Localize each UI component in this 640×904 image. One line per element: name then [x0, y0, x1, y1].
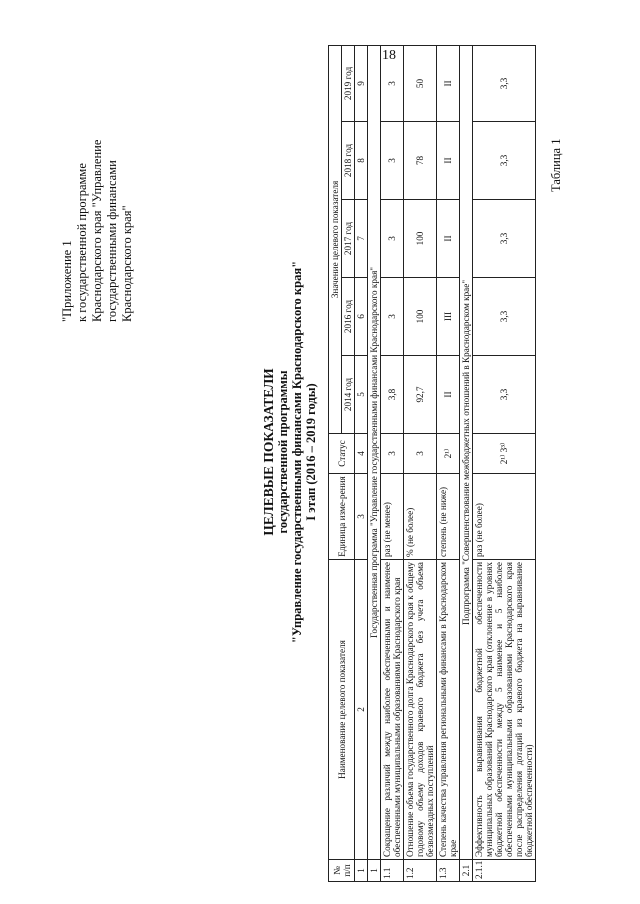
- row-value-2019: 3,3: [473, 45, 536, 121]
- row-value-2014: 3,3: [473, 356, 536, 434]
- col-number: 6: [355, 278, 368, 356]
- header-row: [329, 45, 342, 881]
- row-num: 1.1: [381, 860, 404, 882]
- row-unit: степень (не ниже): [437, 474, 460, 560]
- row-unit: % (не более): [404, 474, 437, 560]
- row-value-2016: 3,3: [473, 278, 536, 356]
- title-line-3: "Управление государственными финансами Краснодарского края": [290, 260, 304, 644]
- row-num: 1.3: [437, 860, 460, 882]
- row-value-2017: 3,3: [473, 200, 536, 278]
- title-line-4: I этап (2016 – 2019 годы): [304, 383, 318, 521]
- header-year: 2018 год: [342, 122, 355, 200]
- col-number: 5: [355, 356, 368, 434]
- row-value-2017: 3: [381, 200, 404, 278]
- table-row: [404, 45, 437, 881]
- header-year: 2017 год: [342, 200, 355, 278]
- header-year: 2014 год: [342, 356, 355, 434]
- row-status: 3: [381, 434, 404, 474]
- header-year: 2016 год: [342, 278, 355, 356]
- col-number: 3: [355, 474, 368, 560]
- row-value-2014: 92,7: [404, 356, 437, 434]
- row-indicator-name: Эффективность выравнивания бюджетной обеспеченности муниципальных образований Краснодарского края (отклонение в уровнях бюджетной обеспеченности между 5 наименее и 5 наиболее обеспеченными муниципальными образованиями Краснодарского края после распределения дотаций из краевого бюджета на выравнивание бюджетной обеспеченности): [473, 560, 536, 860]
- header-year: 2019 год: [342, 45, 355, 121]
- row-value-2018: 78: [404, 122, 437, 200]
- rotated-document-sheet: [40, 22, 600, 882]
- subprogram-title: Подпрограмма "Совершенствование межбюджетных отношений в Краснодарском крае": [460, 45, 473, 859]
- table-row: [437, 45, 460, 881]
- row-value-2018: II: [437, 122, 460, 200]
- row-value-2016: 100: [404, 278, 437, 356]
- col-number: 8: [355, 122, 368, 200]
- page-number: 18: [382, 48, 396, 63]
- row-value-2017: 100: [404, 200, 437, 278]
- row-value-2019: 50: [404, 45, 437, 121]
- row-indicator-name: Отношение объема государственного долга Краснодарского края к общему годовому объему доходов краевого бюджета без учета объема безвозмездных поступлений: [404, 560, 437, 860]
- appendix-line: "Приложение 1: [60, 240, 74, 322]
- row-value-2017: II: [437, 200, 460, 278]
- target-indicators-table: [328, 45, 536, 882]
- col-number: 4: [355, 434, 368, 474]
- row-unit: раз (не менее): [381, 474, 404, 560]
- appendix-line: к государственной программе: [75, 163, 89, 322]
- row-value-2014: 3,8: [381, 356, 404, 434]
- col-number: 9: [355, 45, 368, 121]
- table-row: [473, 45, 536, 881]
- row-status: 3: [404, 434, 437, 474]
- program-title: Государственная программа "Управление государственными финансами Краснодарского края": [368, 45, 381, 859]
- row-unit: раз (не более): [473, 474, 536, 560]
- header-unit: Единица изме-рения: [329, 474, 355, 560]
- title-line-2: государственной программы: [276, 370, 290, 534]
- header-num: № п/п: [329, 860, 355, 882]
- appendix-line: государственными финансами: [105, 160, 119, 322]
- appendix-line: Краснодарского края": [120, 205, 134, 322]
- row-indicator-name: Степень качества управления региональными финансами в Краснодарском крае: [437, 560, 460, 860]
- row-status: 2¹⁾ 3³⁾: [473, 434, 536, 474]
- row-value-2019: II: [437, 45, 460, 121]
- row-num: 2.1.1: [473, 860, 536, 882]
- program-num: 1: [368, 860, 381, 882]
- row-value-2018: 3,3: [473, 122, 536, 200]
- row-status: 2¹⁾: [437, 434, 460, 474]
- header-status: Статус: [329, 434, 355, 474]
- col-number: 2: [355, 560, 368, 860]
- col-number: 1: [355, 860, 368, 882]
- header-values-group: Значение целевого показателя: [329, 45, 342, 433]
- column-numbers-row: [355, 45, 368, 881]
- subprogram-num: 2.1: [460, 860, 473, 882]
- appendix-line: Краснодарского края "Управление: [90, 139, 104, 322]
- row-value-2019: 3: [381, 45, 404, 121]
- appendix-note: [60, 92, 135, 322]
- row-value-2016: III: [437, 278, 460, 356]
- row-value-2018: 3: [381, 122, 404, 200]
- table-label: Таблица 1: [549, 138, 563, 192]
- row-indicator-name: Сокращение различий между наиболее обеспеченными и наименее обеспеченными муниципальными образованиями Краснодарского края: [381, 560, 404, 860]
- header-name: Наименование целевого показателя: [329, 560, 355, 860]
- document-title: [262, 252, 318, 652]
- program-row: [368, 45, 381, 881]
- table-row: [381, 45, 404, 881]
- subprogram-row: [460, 45, 473, 881]
- title-line-1: ЦЕЛЕВЫЕ ПОКАЗАТЕЛИ: [261, 368, 276, 536]
- col-number: 7: [355, 200, 368, 278]
- row-value-2016: 3: [381, 278, 404, 356]
- row-value-2014: II: [437, 356, 460, 434]
- row-num: 1.2: [404, 860, 437, 882]
